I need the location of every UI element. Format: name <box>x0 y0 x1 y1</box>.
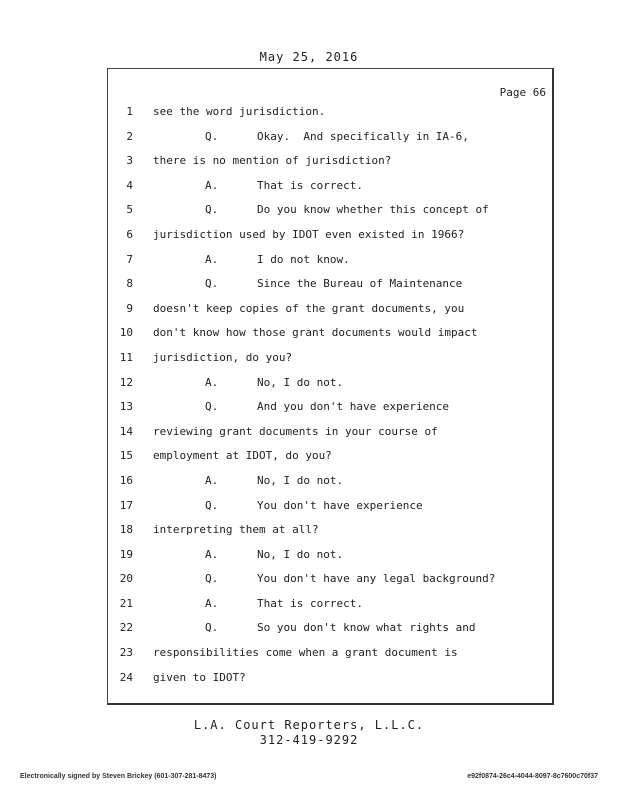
line-content: employment at IDOT, do you? <box>153 449 332 463</box>
line-text <box>205 494 423 519</box>
line-number: 3 <box>126 154 133 168</box>
line-content: I do not know. <box>257 252 350 266</box>
line-text <box>205 198 489 223</box>
line-content: given to IDOT? <box>153 670 246 684</box>
line-number: 15 <box>119 449 133 463</box>
line-content: That is correct. <box>257 596 363 610</box>
line-text <box>205 395 449 420</box>
footer-company: L.A. Court Reporters, L.L.C. <box>193 718 425 732</box>
line-text <box>205 469 343 494</box>
line-content: So you don't know what rights and <box>257 621 476 635</box>
line-text <box>205 592 363 617</box>
line-content: You don't have any legal background? <box>257 572 496 586</box>
transcript-line <box>107 174 547 199</box>
speaker-tag: Q. <box>205 129 219 143</box>
line-number: 14 <box>119 424 133 438</box>
line-number: 23 <box>119 646 133 660</box>
line-text <box>153 346 292 371</box>
speaker-tag: A. <box>205 596 219 610</box>
transcript-line <box>107 371 547 396</box>
line-content: Okay. And specifically in IA-6, <box>257 129 469 143</box>
transcript-line <box>107 297 547 322</box>
document-hash: e92f0874-26c4-4044-8097-8c7600c70f37 <box>467 773 598 780</box>
transcript-line <box>107 346 547 371</box>
line-number: 17 <box>119 498 133 512</box>
line-content: jurisdiction, do you? <box>153 350 293 364</box>
speaker-tag: Q. <box>205 572 219 586</box>
line-text <box>205 543 343 568</box>
transcript-lines <box>107 100 547 690</box>
line-number: 11 <box>119 350 133 364</box>
transcript-line <box>107 444 547 469</box>
transcript-line <box>107 494 547 519</box>
line-content: Do you know whether this concept of <box>257 203 489 217</box>
footer-phone: 312-419-9292 <box>259 733 359 747</box>
speaker-tag: A. <box>205 252 219 266</box>
line-number: 21 <box>119 596 133 610</box>
line-text <box>153 518 319 543</box>
date-header: May 25, 2016 <box>259 50 359 64</box>
line-content: responsibilities come when a grant document is <box>153 646 458 660</box>
transcript-line <box>107 321 547 346</box>
line-text <box>153 149 391 174</box>
line-number: 16 <box>119 473 133 487</box>
speaker-tag: Q. <box>205 498 219 512</box>
transcript-line <box>107 272 547 297</box>
line-number: 9 <box>126 301 133 315</box>
line-text <box>205 272 462 297</box>
transcript-line <box>107 567 547 592</box>
speaker-tag: A. <box>205 178 219 192</box>
line-text <box>205 567 495 592</box>
line-content: there is no mention of jurisdiction? <box>153 154 392 168</box>
transcript-line <box>107 420 547 445</box>
line-number: 8 <box>126 277 133 291</box>
line-number: 12 <box>119 375 133 389</box>
line-content: Since the Bureau of Maintenance <box>257 277 463 291</box>
line-content: That is correct. <box>257 178 363 192</box>
transcript-line <box>107 543 547 568</box>
transcript-line <box>107 518 547 543</box>
line-number: 13 <box>119 400 133 414</box>
line-content: No, I do not. <box>257 473 344 487</box>
speaker-tag: A. <box>205 547 219 561</box>
line-content: No, I do not. <box>257 547 344 561</box>
line-number: 10 <box>119 326 133 340</box>
line-text <box>153 666 246 691</box>
line-content: interpreting them at all? <box>153 523 319 537</box>
transcript-line <box>107 666 547 691</box>
line-number: 20 <box>119 572 133 586</box>
transcript-line <box>107 641 547 666</box>
line-text <box>205 125 469 150</box>
line-number: 4 <box>126 178 133 192</box>
line-text <box>153 297 464 322</box>
transcript-line <box>107 592 547 617</box>
line-number: 22 <box>119 621 133 635</box>
line-text <box>205 616 476 641</box>
line-content: And you don't have experience <box>257 400 450 414</box>
transcript-line <box>107 223 547 248</box>
line-text <box>153 641 458 666</box>
speaker-tag: A. <box>205 473 219 487</box>
line-text <box>153 444 332 469</box>
transcript-line <box>107 248 547 273</box>
line-text <box>153 100 325 125</box>
line-number: 18 <box>119 523 133 537</box>
line-text <box>153 420 438 445</box>
line-number: 2 <box>126 129 133 143</box>
speaker-tag: Q. <box>205 277 219 291</box>
line-number: 6 <box>126 227 133 241</box>
line-content: doesn't keep copies of the grant documents, you <box>153 301 465 315</box>
transcript-line <box>107 100 547 125</box>
line-number: 24 <box>119 670 133 684</box>
line-content: jurisdiction used by IDOT even existed in 1966? <box>153 227 465 241</box>
line-number: 1 <box>126 105 133 118</box>
line-number: 5 <box>126 203 133 217</box>
esign-note: Electronically signed by Steven Brickey (601-307-281-8473) <box>20 773 217 780</box>
transcript-line <box>107 198 547 223</box>
transcript-line <box>107 149 547 174</box>
line-number: 7 <box>126 252 133 266</box>
page-number: Page 66 <box>499 86 546 99</box>
transcript-line <box>107 616 547 641</box>
line-text <box>153 321 478 346</box>
transcript-line <box>107 395 547 420</box>
transcript-line <box>107 125 547 150</box>
line-text <box>205 248 350 273</box>
line-content: don't know how those grant documents would impact <box>153 326 478 340</box>
line-content: No, I do not. <box>257 375 344 389</box>
line-number: 19 <box>119 547 133 561</box>
line-text <box>153 223 464 248</box>
line-text <box>205 174 363 199</box>
transcript-line <box>107 469 547 494</box>
speaker-tag: Q. <box>205 621 219 635</box>
line-content: reviewing grant documents in your course of <box>153 424 438 438</box>
speaker-tag: Q. <box>205 203 219 217</box>
speaker-tag: A. <box>205 375 219 389</box>
line-content: see the word jurisdiction. <box>153 105 326 118</box>
line-content: You don't have experience <box>257 498 423 512</box>
speaker-tag: Q. <box>205 400 219 414</box>
line-text <box>205 371 343 396</box>
